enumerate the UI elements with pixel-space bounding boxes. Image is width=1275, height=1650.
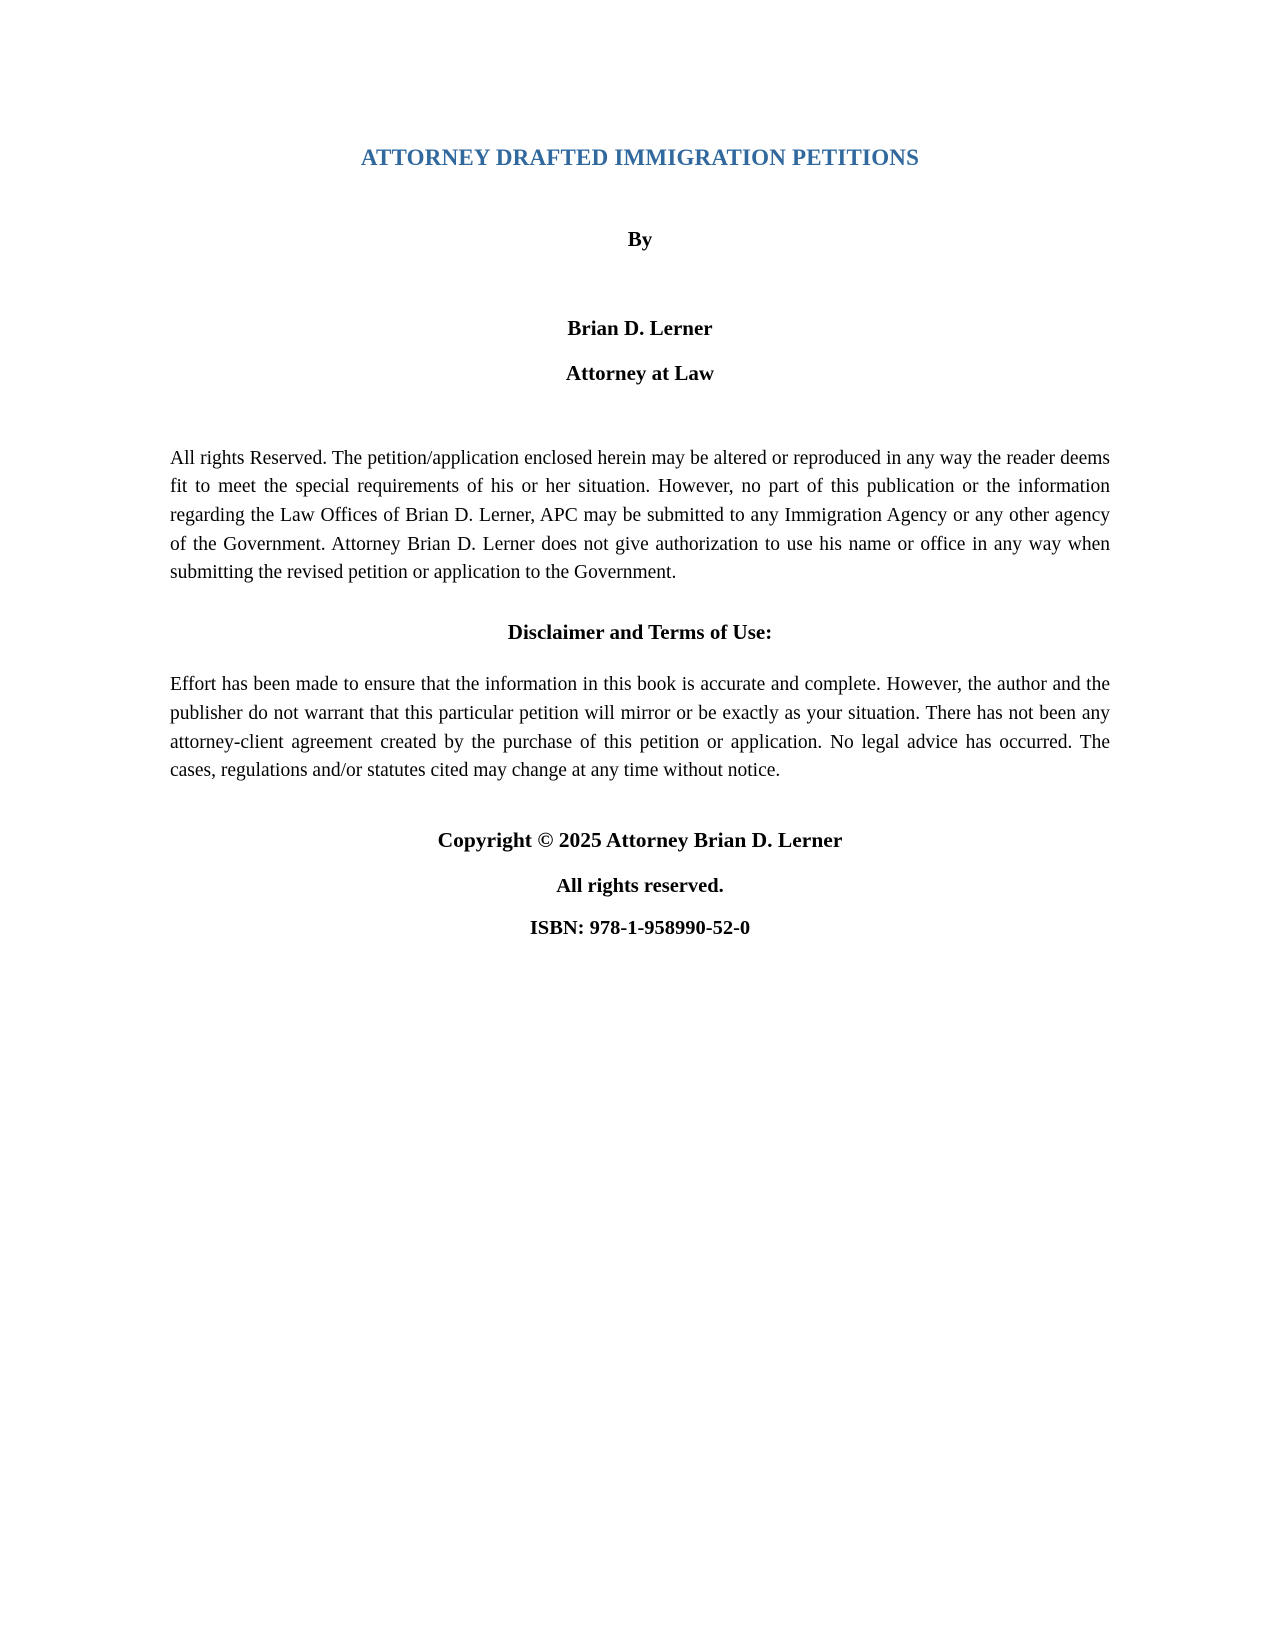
byline-by-label: By <box>627 226 653 251</box>
all-rights-reserved-line: All rights reserved. <box>556 874 724 897</box>
author-role: Attorney at Law <box>565 361 715 386</box>
disclaimer-heading: Disclaimer and Terms of Use: <box>507 619 773 644</box>
rights-reserved-paragraph: All rights Reserved. The petition/application enclosed herein may be altered or reproduced in any way the reader deems fit to meet the special requirements of his or her situation. However, no part of this publication or the information regarding the Law Offices of Brian D. Lerner, APC may be submitted to any Immigration Agency or any other agency of the Government. Attorney Brian D. Lerner does not give authorization to use his name or office in any way when submitting the revised petition or application to the Government. <box>170 447 1110 584</box>
author-name: Brian D. Lerner <box>567 316 713 341</box>
page-title: ATTORNEY DRAFTED IMMIGRATION PETITIONS <box>360 145 920 170</box>
copyright-notice: Copyright © 2025 Attorney Brian D. Lerner <box>437 827 843 852</box>
isbn-number: ISBN: 978-1-958990-52-0 <box>529 917 751 940</box>
page-content <box>170 0 1110 1602</box>
disclaimer-paragraph: Effort has been made to ensure that the information in this book is accurate and complete. However, the author and the publisher do not warrant that this particular petition will mirror or be exactly as your situation. There has not been any attorney-client agreement created by the purchase of this petition or application. No legal advice has occurred. The cases, regulations and/or statutes cited may change at any time without notice. <box>170 674 1110 782</box>
blank-page-remainder <box>170 942 1110 1602</box>
